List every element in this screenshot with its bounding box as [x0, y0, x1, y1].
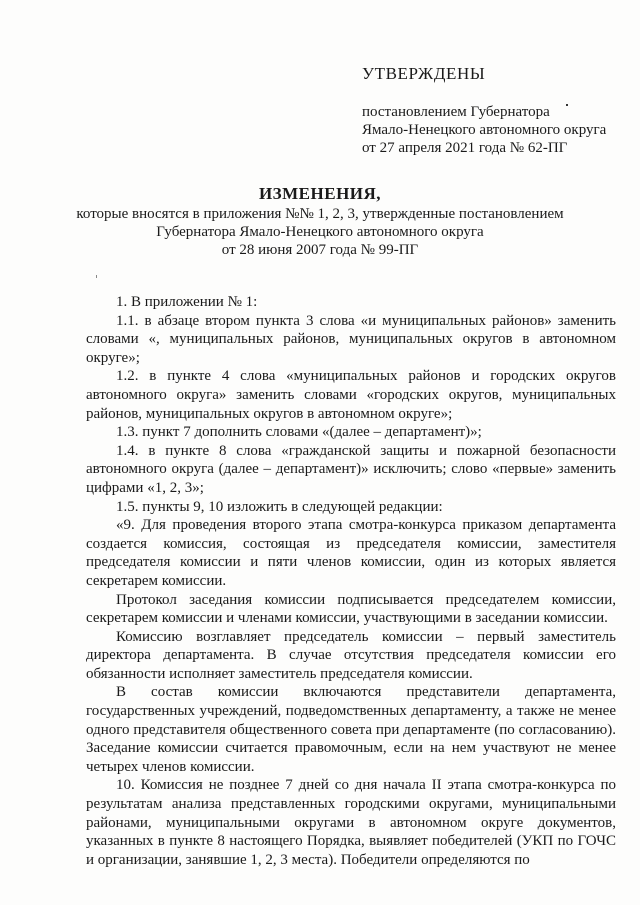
approval-line-1: постановлением Губернатора — [362, 104, 550, 120]
paragraph-1-2: 1.2. в пункте 4 слова «муниципальных районов и городских округов автономного округа» заменить словами «городских округов, муниципальных районов, муниципальных округов в автономном округе»; — [86, 368, 616, 422]
approval-line-3: от 27 апреля 2021 года № 62-ПГ — [362, 140, 568, 156]
paragraph-chairman: Комиссию возглавляет председатель комиссии – первый заместитель директора департамента. В случае отсутствия председателя комиссии его обязанности исполняет заместитель председателя комиссии. — [86, 628, 616, 682]
paragraph-1-3: 1.3. пункт 7 дополнить словами «(далее – департамент)»; — [116, 424, 482, 441]
heading-line-1: которые вносятся в приложения №№ 1, 2, 3, утвержденные постановлением — [76, 206, 564, 222]
scan-speck — [566, 104, 568, 106]
paragraph-1-5: 1.5. пункты 9, 10 изложить в следующей редакции: — [116, 498, 443, 515]
approval-line-2: Ямало-Ненецкого автономного округа — [362, 122, 607, 138]
paragraph-1-1: 1.1. в абзаце втором пункта 3 слова «и муниципальных районов» заменить словами «, муниципальных районов, муниципальных округов в автономном округе»; — [86, 312, 616, 366]
paragraph-composition: В состав комиссии включаются представители департамента, государственных учреждений, подведомственных департаменту, а также не менее одного представителя общественного совета при департаменте (по согласованию). Заседание комиссии считается правомочным, если на нем участвуют не менее четырех членов комиссии. — [86, 684, 616, 775]
paragraph-protocol: Протокол заседания комиссии подписывается председателем комиссии, секретарем комиссии и членами комиссии, участвующими в заседании комиссии. — [86, 591, 616, 627]
scan-mark — [96, 275, 97, 278]
document-body — [86, 293, 616, 869]
heading-line-3: от 28 июня 2007 года № 99-ПГ — [221, 242, 419, 258]
paragraph-1-4: 1.4. в пункте 8 слова «гражданской защиты и пожарной безопасности автономного округа (далее – департамент)» исключить; слово «первые» заменить цифрами «1, 2, 3»; — [86, 442, 616, 496]
paragraph-10: 10. Комиссия не позднее 7 дней со дня начала II этапа смотра-конкурса по результатам анализа представленных городскими округами, муниципальными районами, муниципальными округами в автономном округе документов, указанных в пункте 8 настоящего Порядка, выявляет победителей (УКП по ГОЧС и организации, занявшие 1, 2, 3 места). Победители определяются по — [86, 777, 616, 868]
paragraph-9: «9. Для проведения второго этапа смотра-конкурса приказом департамента создается комиссия, состоящая из председателя комиссии, заместителя председателя комиссии и пяти членов комиссии, один из которых является секретарем комиссии. — [86, 517, 616, 589]
heading-line-2: Губернатора Ямало-Ненецкого автономного округа — [156, 224, 484, 240]
document-heading: ИЗМЕНЕНИЯ, — [258, 184, 382, 203]
paragraph-1: 1. В приложении № 1: — [116, 294, 258, 310]
approval-title: УТВЕРЖДЕНЫ — [362, 64, 486, 83]
